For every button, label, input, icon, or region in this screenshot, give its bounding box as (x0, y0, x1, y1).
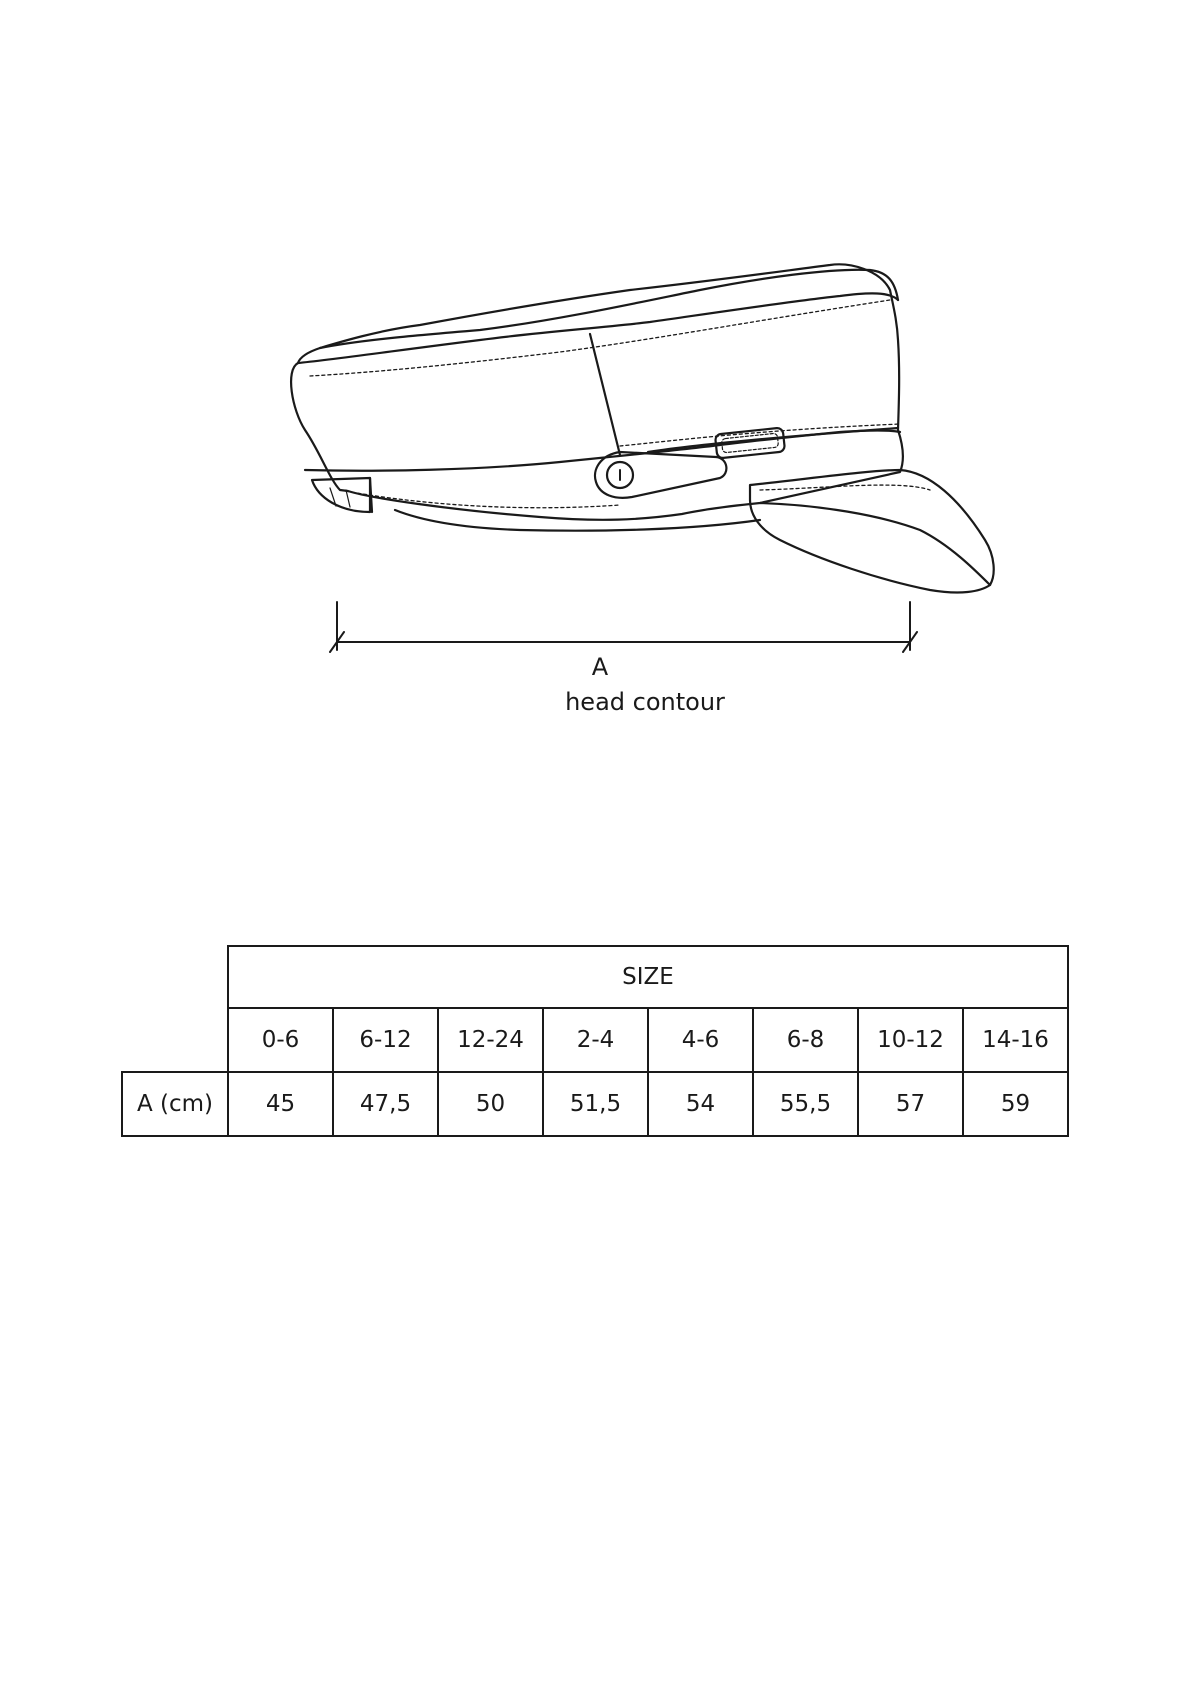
size-cell: 2-4 (543, 1008, 648, 1072)
size-cell: 10-12 (858, 1008, 963, 1072)
value-cell: 47,5 (333, 1072, 438, 1136)
size-cell: 6-8 (753, 1008, 858, 1072)
size-cell: 14-16 (963, 1008, 1068, 1072)
size-labels-row (122, 1008, 1068, 1072)
size-cell: 0-6 (228, 1008, 333, 1072)
value-cell: 59 (963, 1072, 1068, 1136)
measurement-caption: head contour (565, 688, 725, 716)
row-label: A (cm) (122, 1072, 228, 1136)
size-cell: 6-12 (333, 1008, 438, 1072)
value-cell: 57 (858, 1072, 963, 1136)
size-header: SIZE (228, 946, 1068, 1008)
table-corner-blank (122, 946, 228, 1072)
cap-drawing (291, 264, 994, 592)
measurement-letter: A (591, 653, 609, 681)
size-cell: 4-6 (648, 1008, 753, 1072)
value-cell: 45 (228, 1072, 333, 1136)
value-cell: 54 (648, 1072, 753, 1136)
value-cell: 50 (438, 1072, 543, 1136)
measurement-line (330, 602, 917, 652)
size-header-row (122, 946, 1068, 1008)
size-cell: 12-24 (438, 1008, 543, 1072)
value-cell: 51,5 (543, 1072, 648, 1136)
measurement-values-row (122, 1072, 1068, 1136)
size-chart-table (121, 945, 1069, 1137)
value-cell: 55,5 (753, 1072, 858, 1136)
